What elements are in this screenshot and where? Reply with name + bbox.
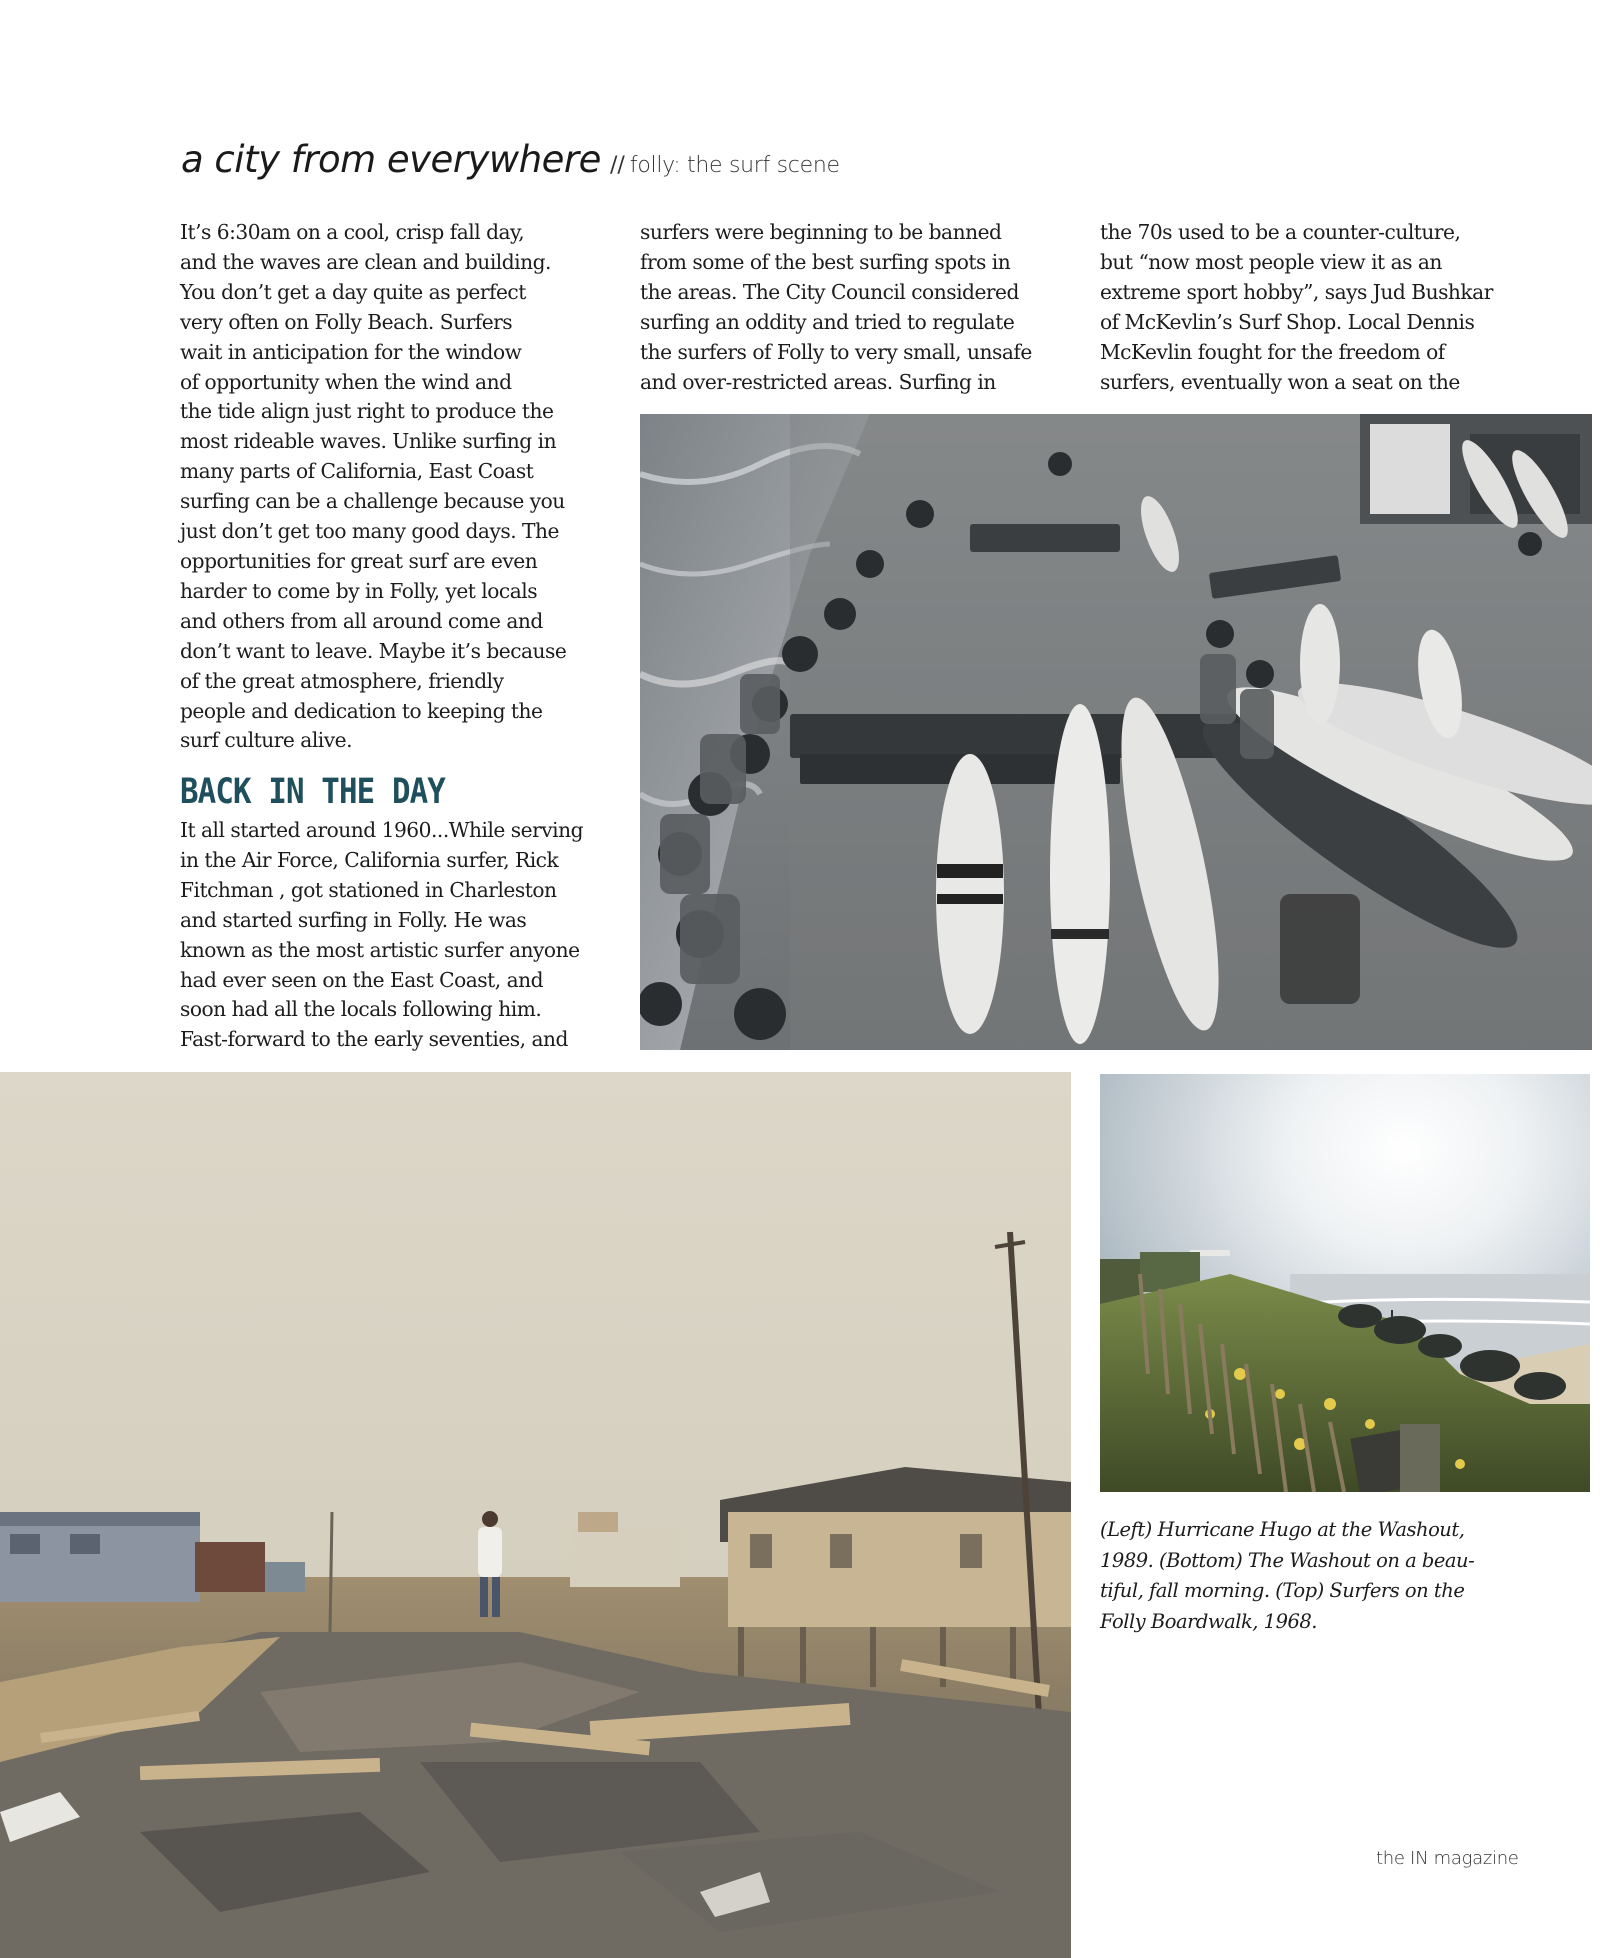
- text-line: don’t want to leave. Maybe it’s because: [180, 638, 567, 663]
- page-header: [181, 138, 840, 181]
- section-heading: BACK IN THE DAY: [180, 772, 445, 812]
- photo-caption: [1100, 1515, 1580, 1637]
- text-line: and others from all around come and: [180, 608, 543, 633]
- page-subtitle: folly: the surf scene: [629, 153, 840, 178]
- text-line: You don’t get a day quite as perfect: [180, 279, 526, 304]
- boardwalk-photo-art: [640, 414, 1592, 1050]
- text-line: had ever seen on the East Coast, and: [180, 967, 544, 992]
- text-line: Fast-forward to the early seventies, and: [180, 1027, 568, 1052]
- text-line: just don’t get too many good days. The: [180, 519, 559, 544]
- text-line: It’s 6:30am on a cool, crisp fall day,: [180, 220, 525, 244]
- hurricane-hugo-photo-art: [0, 1072, 1071, 1958]
- text-line: the areas. The City Council considered: [640, 279, 1019, 304]
- text-line: Fitchman , got stationed in Charleston: [180, 877, 557, 902]
- article-column-1: [180, 218, 610, 756]
- magazine-footer: the IN magazine: [1376, 1848, 1519, 1869]
- caption-line: (Left) Hurricane Hugo at the Washout,: [1100, 1518, 1465, 1541]
- article-column-1-continued: [180, 816, 620, 1055]
- text-line: of opportunity when the wind and: [180, 369, 512, 394]
- text-line: surfers were beginning to be banned: [640, 220, 1002, 244]
- text-line: most rideable waves. Unlike surfing in: [180, 429, 557, 454]
- text-line: harder to come by in Folly, yet locals: [180, 578, 538, 603]
- text-line: It all started around 1960...While serving: [180, 818, 584, 842]
- washout-morning-photo: [1100, 1074, 1590, 1492]
- text-line: surfing can be a challenge because you: [180, 489, 565, 514]
- text-line: and over-restricted areas. Surfing in: [640, 369, 996, 394]
- caption-line: 1989. (Bottom) The Washout on a beau-: [1100, 1548, 1475, 1572]
- text-line: in the Air Force, California surfer, Rick: [180, 847, 559, 872]
- washout-morning-photo-art: [1100, 1074, 1590, 1492]
- hurricane-hugo-photo: [0, 1072, 1071, 1958]
- text-line: and the waves are clean and building.: [180, 249, 551, 274]
- text-line: the surfers of Folly to very small, unsafe: [640, 339, 1032, 364]
- text-line: extreme sport hobby”, says Jud Bushkar: [1100, 279, 1493, 304]
- article-column-2: [640, 218, 1070, 397]
- text-line: from some of the best surfing spots in: [640, 249, 1011, 274]
- text-line: opportunities for great surf are even: [180, 548, 538, 573]
- text-line: the tide align just right to produce the: [180, 399, 554, 424]
- text-line: of McKevlin’s Surf Shop. Local Dennis: [1100, 309, 1475, 334]
- text-line: and started surfing in Folly. He was: [180, 907, 527, 932]
- text-line: surf culture alive.: [180, 728, 353, 753]
- caption-line: Folly Boardwalk, 1968.: [1100, 1609, 1317, 1633]
- page-title: a city from everywhere: [181, 138, 601, 181]
- text-line: wait in anticipation for the window: [180, 339, 522, 364]
- text-line: the 70s used to be a counter-culture,: [1100, 220, 1461, 244]
- text-line: McKevlin fought for the freedom of: [1100, 339, 1445, 364]
- text-line: many parts of California, East Coast: [180, 459, 534, 484]
- title-separator: //: [609, 153, 625, 178]
- article-column-3: [1100, 218, 1530, 397]
- boardwalk-photo: [640, 414, 1592, 1050]
- caption-line: tiful, fall morning. (Top) Surfers on the: [1100, 1579, 1465, 1602]
- text-line: people and dedication to keeping the: [180, 698, 543, 723]
- text-line: very often on Folly Beach. Surfers: [180, 309, 513, 334]
- text-line: surfers, eventually won a seat on the: [1100, 369, 1460, 394]
- text-line: known as the most artistic surfer anyone: [180, 937, 580, 962]
- text-line: of the great atmosphere, friendly: [180, 668, 504, 693]
- text-line: but “now most people view it as an: [1100, 249, 1442, 274]
- text-line: soon had all the locals following him.: [180, 997, 542, 1022]
- text-line: surfing an oddity and tried to regulate: [640, 309, 1015, 334]
